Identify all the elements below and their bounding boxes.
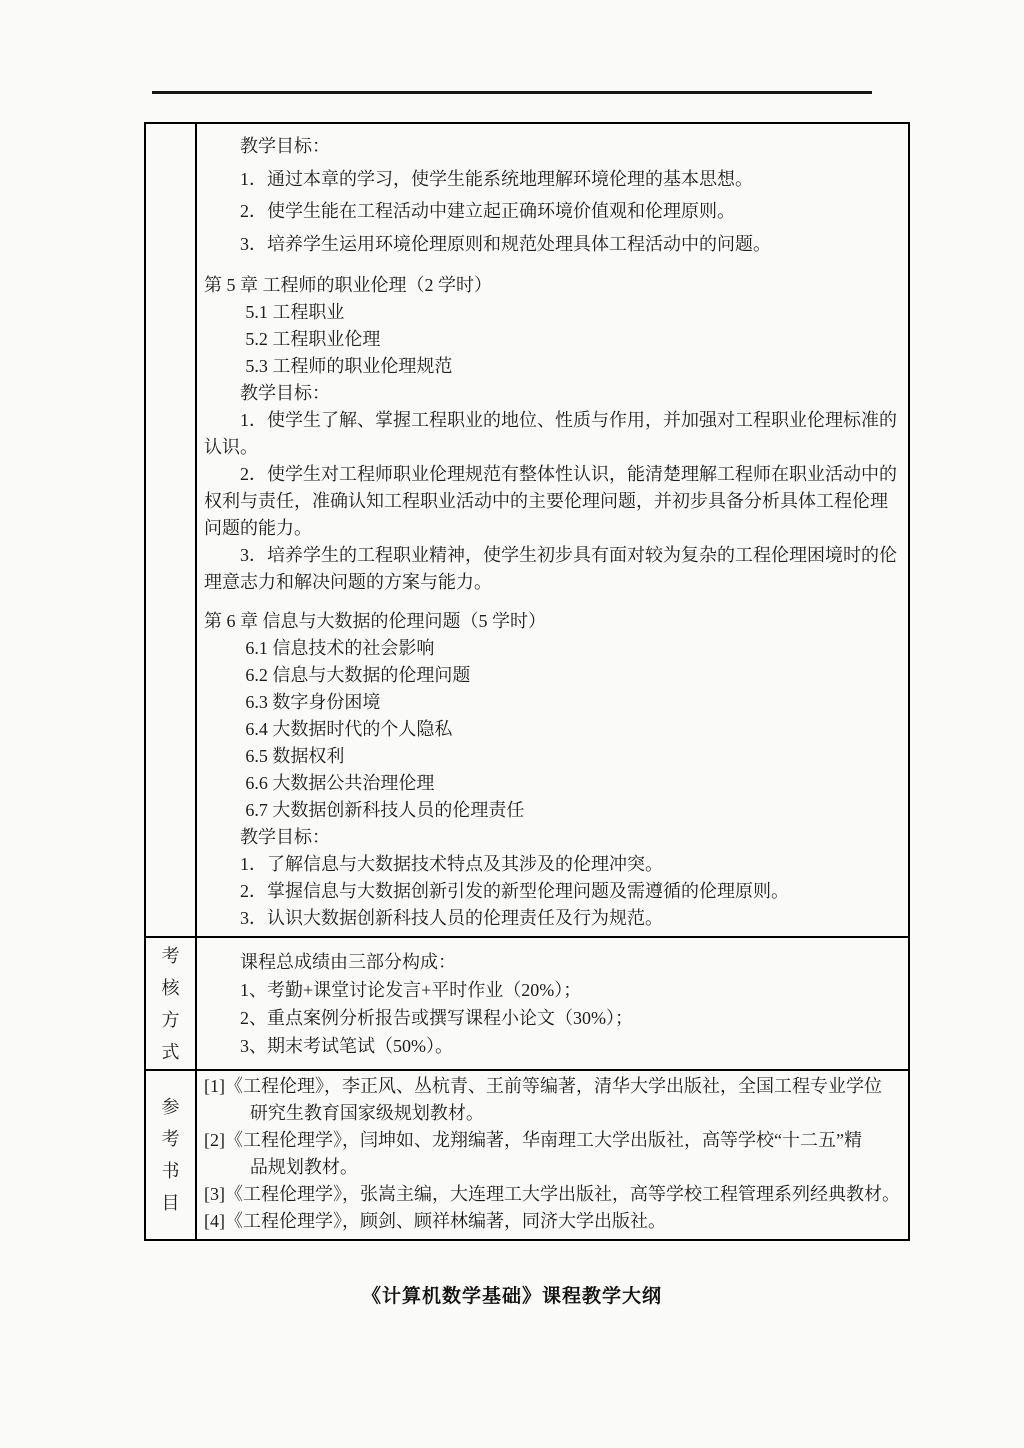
assessment-label: 考核方式	[161, 945, 180, 1062]
reference-item: [3]《工程伦理学》，张嵩主编，大连理工大学出版社，高等学校工程管理系列经典教材。	[204, 1184, 900, 1204]
objective-item: 3．认识大数据创新科技人员的伦理责任及行为规范。	[240, 908, 663, 928]
objectives-heading: 教学目标：	[240, 136, 330, 156]
reference-item: [4]《工程伦理学》，顾剑、顾祥林编著，同济大学出版社。	[204, 1211, 666, 1231]
spacer	[204, 260, 900, 272]
table-row-references	[146, 1071, 908, 1239]
assessment-line: 3、期末考试笔试（50%）。	[240, 1036, 453, 1056]
objectives-heading: 教学目标：	[240, 383, 330, 403]
table-row-assessment	[146, 938, 908, 1071]
reference-item-continuation: 品规划教材。	[249, 1157, 358, 1177]
section-item: 6.5 数据权利	[245, 746, 345, 766]
objective-item: 2．使学生能在工程活动中建立起正确环境价值观和伦理原则。	[240, 201, 735, 221]
assessment-line: 课程总成绩由三部分构成：	[240, 952, 456, 972]
section-item: 6.1 信息技术的社会影响	[245, 638, 435, 658]
spacer	[204, 596, 900, 608]
objective-item: 2．掌握信息与大数据创新引发的新型伦理问题及需遵循的伦理原则。	[240, 881, 789, 901]
objective-paragraph: 2．使学生对工程师职业伦理规范有整体性认识，能清楚理解工程师在职业活动中的权利与责任，准确认知工程职业活动中的主要伦理问题，并初步具备分析具体工程伦理问题的能力。	[204, 464, 897, 538]
table-row-chapters	[146, 124, 908, 938]
section-item: 6.7 大数据创新科技人员的伦理责任	[245, 800, 525, 820]
references-cell	[197, 1071, 908, 1239]
section-item: 5.1 工程职业	[245, 302, 345, 322]
objective-paragraph: 1．使学生了解、掌握工程职业的地位、性质与作用，并加强对工程职业伦理标准的认识。	[204, 410, 897, 457]
references-label: 参考书目	[161, 1097, 180, 1213]
objective-item: 3．培养学生运用环境伦理原则和规范处理具体工程活动中的问题。	[240, 233, 771, 254]
reference-item: [1]《工程伦理》，李正风、丛杭青、王前等编著，清华大学出版社，全国工程专业学位	[204, 1076, 882, 1096]
syllabus-table	[144, 122, 910, 1241]
section-item: 6.6 大数据公共治理伦理	[245, 773, 435, 793]
chapter-heading: 第 5 章 工程师的职业伦理（2 学时）	[204, 275, 492, 295]
section-item: 6.4 大数据时代的个人隐私	[245, 719, 453, 739]
header-rule	[152, 91, 872, 94]
reference-item-continuation: 研究生教育国家级规划教材。	[249, 1103, 484, 1123]
next-syllabus-title: 《计算机数学基础》课程教学大纲	[361, 1286, 662, 1307]
section-item: 6.3 数字身份困境	[245, 692, 381, 712]
row-label-empty	[146, 124, 197, 936]
chapter-heading: 第 6 章 信息与大数据的伦理问题（5 学时）	[204, 611, 546, 631]
objective-paragraph: 3．培养学生的工程职业精神，使学生初步具有面对较为复杂的工程伦理困境时的伦理意志力和解决问题的方案与能力。	[204, 545, 897, 592]
assessment-line: 1、考勤+课堂讨论发言+平时作业（20%）；	[240, 980, 582, 1000]
row-label-references	[146, 1071, 197, 1239]
objectives-heading: 教学目标：	[240, 827, 330, 847]
section-item: 6.2 信息与大数据的伦理问题	[245, 665, 471, 685]
section-item: 5.2 工程职业伦理	[245, 329, 381, 349]
row-label-assessment	[146, 938, 197, 1069]
assessment-line: 2、重点案例分析报告或撰写课程小论文（30%）；	[240, 1008, 633, 1028]
section-item: 5.3 工程师的职业伦理规范	[245, 356, 453, 376]
objective-item: 1．了解信息与大数据技术特点及其涉及的伦理冲突。	[240, 854, 663, 874]
reference-item: [2]《工程伦理学》，闫坤如、龙翔编著，华南理工大学出版社，高等学校“十二五”精	[204, 1130, 862, 1150]
objective-item: 1．通过本章的学习，使学生能系统地理解环境伦理的基本思想。	[240, 168, 753, 189]
chapters-cell	[197, 124, 908, 936]
assessment-cell	[197, 938, 908, 1069]
